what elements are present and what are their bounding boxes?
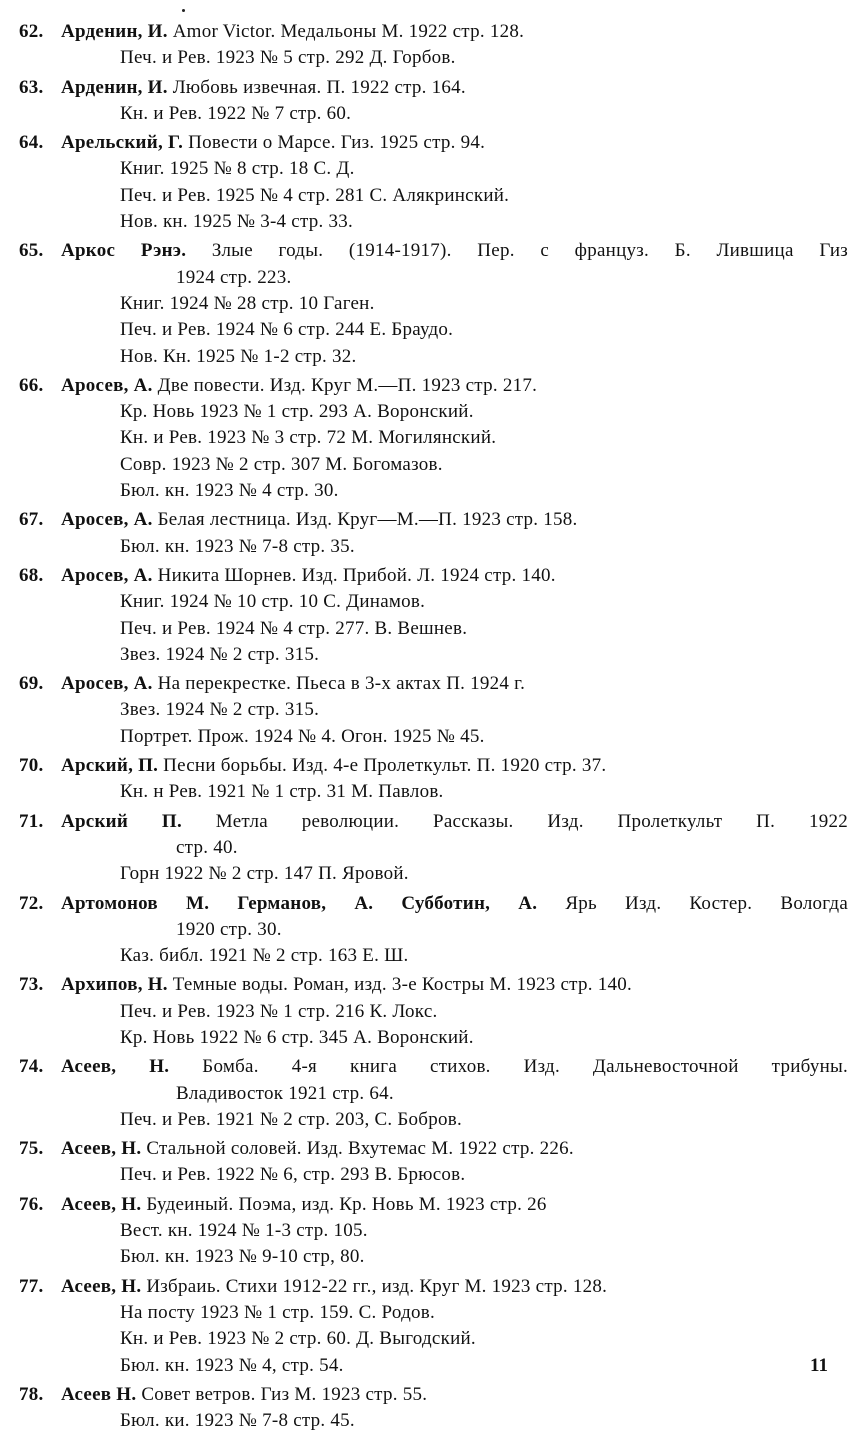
review-line (0, 1107, 860, 1133)
entry-title: Повести о Марсе. Гиз. 1925 стр. 94. (183, 132, 486, 154)
entry-author: Асеев, Н. (61, 1193, 142, 1215)
entry-main (61, 1382, 427, 1408)
review-line (0, 183, 860, 209)
review-reference: На посту 1923 № 1 стр. 159. С. Родов. (120, 1301, 435, 1323)
entry-number: 64. (19, 132, 44, 154)
entry-title-continuation: 1920 стр. 30. (176, 918, 282, 940)
bibliography-entry (0, 563, 860, 668)
entry-number: 72. (19, 892, 44, 914)
review-line (0, 399, 860, 425)
review-reference: Печ. и Рев. 1925 № 4 стр. 281 С. Алякринский. (120, 184, 510, 206)
entry-number: 67. (19, 509, 44, 531)
entry-author: Аросев, А. (61, 374, 153, 396)
entry-author: Аркос Рэнэ. (61, 240, 187, 262)
entry-heading-line (0, 809, 860, 835)
entry-author: Аросев, А. (61, 564, 153, 586)
review-line (0, 452, 860, 478)
entry-main (61, 1274, 607, 1300)
review-line (0, 616, 860, 642)
entry-author: Арденин, И. (61, 76, 168, 98)
entry-heading-line (0, 753, 860, 779)
review-line (0, 589, 860, 615)
entry-author: Асеев Н. (61, 1383, 137, 1405)
bibliography-entry (0, 753, 860, 806)
entry-author: Аросев, А. (61, 673, 153, 695)
entry-continuation-line (0, 917, 860, 943)
entry-title: Совет ветров. Гиз М. 1923 стр. 55. (136, 1383, 428, 1405)
entry-title: Будеиный. Поэма, изд. Кр. Новь М. 1923 стр. 26 (141, 1193, 547, 1215)
entry-heading-line (0, 130, 860, 156)
bibliography-entry (0, 373, 860, 504)
review-reference: Горн 1922 № 2 стр. 147 П. Яровой. (120, 863, 409, 885)
review-reference: Бюл. кн. 1923 № 4, стр. 54. (120, 1354, 344, 1376)
review-line (0, 642, 860, 668)
entry-main (61, 130, 485, 156)
entry-heading-line (0, 671, 860, 697)
entry-title-continuation: стр. 40. (176, 836, 238, 858)
entry-heading-line (0, 507, 860, 533)
entry-main (61, 891, 848, 917)
review-reference: Звез. 1924 № 2 стр. 315. (120, 643, 320, 665)
entry-main (61, 753, 606, 779)
entry-number: 75. (19, 1138, 44, 1160)
review-line (0, 317, 860, 343)
entry-continuation-line (0, 835, 860, 861)
entry-title: Метла революции. Рассказы. Изд. Пролеткульт П. 1922 (181, 810, 849, 832)
bibliography-entry (0, 1382, 860, 1435)
entry-main (61, 1192, 547, 1218)
entry-main (61, 1136, 574, 1162)
review-line (0, 534, 860, 560)
review-line (0, 1244, 860, 1270)
entry-number: 69. (19, 673, 44, 695)
entry-heading-line (0, 891, 860, 917)
entry-author: Арский П. (61, 810, 182, 832)
bibliography-entry (0, 1054, 860, 1133)
review-reference: Кн. и Рев. 1923 № 2 стр. 60. Д. Выгодский. (120, 1328, 476, 1350)
entry-number: 63. (19, 76, 44, 98)
entry-main (61, 671, 525, 697)
bibliography-entry (0, 130, 860, 235)
review-reference: Бюл. кн. 1923 № 9-10 стр, 80. (120, 1246, 365, 1268)
entry-heading-line (0, 972, 860, 998)
review-reference: Кр. Новь 1923 № 1 стр. 293 А. Воронский. (120, 401, 474, 423)
entry-main (61, 19, 524, 45)
review-reference: Печ. и Рев. 1923 № 5 стр. 292 Д. Горбов. (120, 47, 456, 69)
entry-title: Бомба. 4-я книга стихов. Изд. Дальневосточной трибуны. (169, 1056, 848, 1078)
bibliography-entry (0, 1274, 860, 1379)
entry-author: Арский, П. (61, 755, 159, 777)
review-line (0, 1025, 860, 1051)
entry-continuation-line (0, 265, 860, 291)
entry-main (61, 238, 848, 264)
entry-number: 76. (19, 1193, 44, 1215)
review-reference: Бюл. кн. 1923 № 4 стр. 30. (120, 480, 339, 502)
entry-main (61, 507, 578, 533)
entry-heading-line (0, 563, 860, 589)
page-number: 11 (810, 1355, 828, 1376)
review-line (0, 1326, 860, 1352)
review-reference: Книг. 1924 № 28 стр. 10 Гаген. (120, 292, 375, 314)
review-reference: Бюл. ки. 1923 № 7-8 стр. 45. (120, 1410, 355, 1432)
entry-title: На перекрестке. Пьеса в 3-х актах П. 1924 г. (152, 673, 526, 695)
entry-title: Любовь извечная. П. 1922 стр. 164. (167, 76, 466, 98)
entry-number: 62. (19, 21, 44, 42)
entry-author: Арельский, Г. (61, 132, 184, 154)
entry-main (61, 1054, 848, 1080)
review-line (0, 1408, 860, 1434)
entry-heading-line (0, 1192, 860, 1218)
entry-title: Две повести. Изд. Круг М.—П. 1923 стр. 217. (152, 374, 538, 396)
entry-title: Темные воды. Роман, изд. 3-е Костры М. 1923 стр. 140. (167, 974, 632, 996)
entry-title: Никита Шорнев. Изд. Прибой. Л. 1924 стр. 140. (152, 564, 556, 586)
entry-number: 77. (19, 1275, 44, 1297)
entry-title-continuation: 1924 стр. 223. (176, 266, 292, 288)
review-reference: Каз. библ. 1921 № 2 стр. 163 Е. Ш. (120, 945, 409, 967)
entry-number: 78. (19, 1383, 44, 1405)
entry-author: Асеев, Н. (61, 1056, 170, 1078)
review-reference: Печ. и Рев. 1922 № 6, стр. 293 В. Брюсов. (120, 1164, 466, 1186)
review-line (0, 425, 860, 451)
entry-heading-line (0, 1136, 860, 1162)
review-line (0, 344, 860, 370)
bibliography-entry (0, 1192, 860, 1271)
entry-continuation-line (0, 1081, 860, 1107)
entry-main (61, 972, 632, 998)
entry-heading-line (0, 19, 860, 45)
print-speck (182, 9, 185, 12)
entry-author: Асеев, Н. (61, 1138, 142, 1160)
review-reference: Нов. кн. 1925 № 3-4 стр. 33. (120, 211, 354, 233)
bibliography-entry (0, 507, 860, 560)
entry-author: Арденин, И. (61, 21, 168, 42)
bibliography-entry (0, 891, 860, 970)
review-reference: Совр. 1923 № 2 стр. 307 М. Богомазов. (120, 453, 443, 475)
entry-heading-line (0, 238, 860, 264)
review-line (0, 1218, 860, 1244)
review-line (0, 45, 860, 71)
entry-author: Асеев, Н. (61, 1275, 142, 1297)
entry-author: Артомонов М. Германов, А. Субботин, А. (61, 892, 538, 914)
review-line (0, 101, 860, 127)
entry-author: Аросев, А. (61, 509, 153, 531)
review-line (0, 779, 860, 805)
entry-title: Избраиь. Стихи 1912-22 гг., изд. Круг М. 1923 стр. 128. (141, 1275, 608, 1297)
bibliography-entry (0, 972, 860, 1051)
review-line (0, 1353, 860, 1379)
review-reference: Кн. и Рев. 1922 № 7 стр. 60. (120, 102, 352, 124)
entry-heading-line (0, 373, 860, 399)
review-reference: Книг. 1925 № 8 стр. 18 С. Д. (120, 158, 355, 180)
review-line (0, 1162, 860, 1188)
entry-heading-line (0, 1382, 860, 1408)
entry-list (0, 19, 860, 1437)
bibliography-entry (0, 809, 860, 888)
bibliography-entry (0, 1136, 860, 1189)
entry-title: Стальной соловей. Изд. Вхутемас М. 1922 стр. 226. (141, 1138, 574, 1160)
entry-number: 74. (19, 1056, 44, 1078)
entry-main (61, 563, 556, 589)
entry-title: Amor Victor. Медальоны М. 1922 стр. 128. (167, 21, 525, 42)
review-reference: Кн. н Рев. 1921 № 1 стр. 31 М. Павлов. (120, 781, 444, 803)
entry-number: 66. (19, 374, 44, 396)
bibliography-entry (0, 671, 860, 750)
review-line (0, 209, 860, 235)
entry-main (61, 809, 848, 835)
review-line (0, 943, 860, 969)
review-reference: Печ. и Рев. 1923 № 1 стр. 216 К. Локс. (120, 1000, 438, 1022)
review-reference: Звез. 1924 № 2 стр. 315. (120, 699, 320, 721)
entry-title-continuation: Владивосток 1921 стр. 64. (176, 1082, 394, 1104)
review-line (0, 156, 860, 182)
review-reference: Вест. кн. 1924 № 1-3 стр. 105. (120, 1220, 368, 1242)
entry-title: Злые годы. (1914-1917). Пер. с француз. Б. Лившица Гиз (186, 240, 849, 262)
entry-number: 65. (19, 240, 44, 262)
review-line (0, 291, 860, 317)
review-line (0, 697, 860, 723)
entry-number: 73. (19, 974, 44, 996)
entry-number: 68. (19, 564, 44, 586)
entry-heading-line (0, 75, 860, 101)
entry-title: Белая лестница. Изд. Круг—М.—П. 1923 стр. 158. (152, 509, 578, 531)
entry-number: 70. (19, 755, 44, 777)
review-reference: Портрет. Прож. 1924 № 4. Огон. 1925 № 45. (120, 725, 485, 747)
review-reference: Печ. и Рев. 1924 № 4 стр. 277. В. Вешнев. (120, 617, 468, 639)
entry-author: Архипов, Н. (61, 974, 168, 996)
entry-title: Ярь Изд. Костер. Вологда (537, 892, 849, 914)
review-line (0, 478, 860, 504)
review-reference: Нов. Кн. 1925 № 1-2 стр. 32. (120, 345, 357, 367)
bibliography-entry (0, 75, 860, 128)
bibliography-entry (0, 238, 860, 369)
entry-number: 71. (19, 810, 44, 832)
review-reference: Кр. Новь 1922 № 6 стр. 345 А. Воронский. (120, 1026, 474, 1048)
review-reference: Печ. и Рев. 1921 № 2 стр. 203, С. Бобров. (120, 1108, 462, 1130)
review-reference: Книг. 1924 № 10 стр. 10 С. Динамов. (120, 591, 426, 613)
entry-main (61, 373, 537, 399)
entry-heading-line (0, 1054, 860, 1080)
review-line (0, 999, 860, 1025)
bibliography-entry (0, 19, 860, 72)
entry-main (61, 75, 466, 101)
entry-title: Песни борьбы. Изд. 4-е Пролеткульт. П. 1920 стр. 37. (158, 755, 607, 777)
review-reference: Печ. и Рев. 1924 № 6 стр. 244 Е. Браудо. (120, 319, 454, 341)
review-line (0, 724, 860, 750)
entry-heading-line (0, 1274, 860, 1300)
review-reference: Кн. и Рев. 1923 № 3 стр. 72 М. Могилянский. (120, 427, 497, 449)
review-line (0, 1300, 860, 1326)
review-line (0, 861, 860, 887)
review-reference: Бюл. кн. 1923 № 7-8 стр. 35. (120, 535, 355, 557)
